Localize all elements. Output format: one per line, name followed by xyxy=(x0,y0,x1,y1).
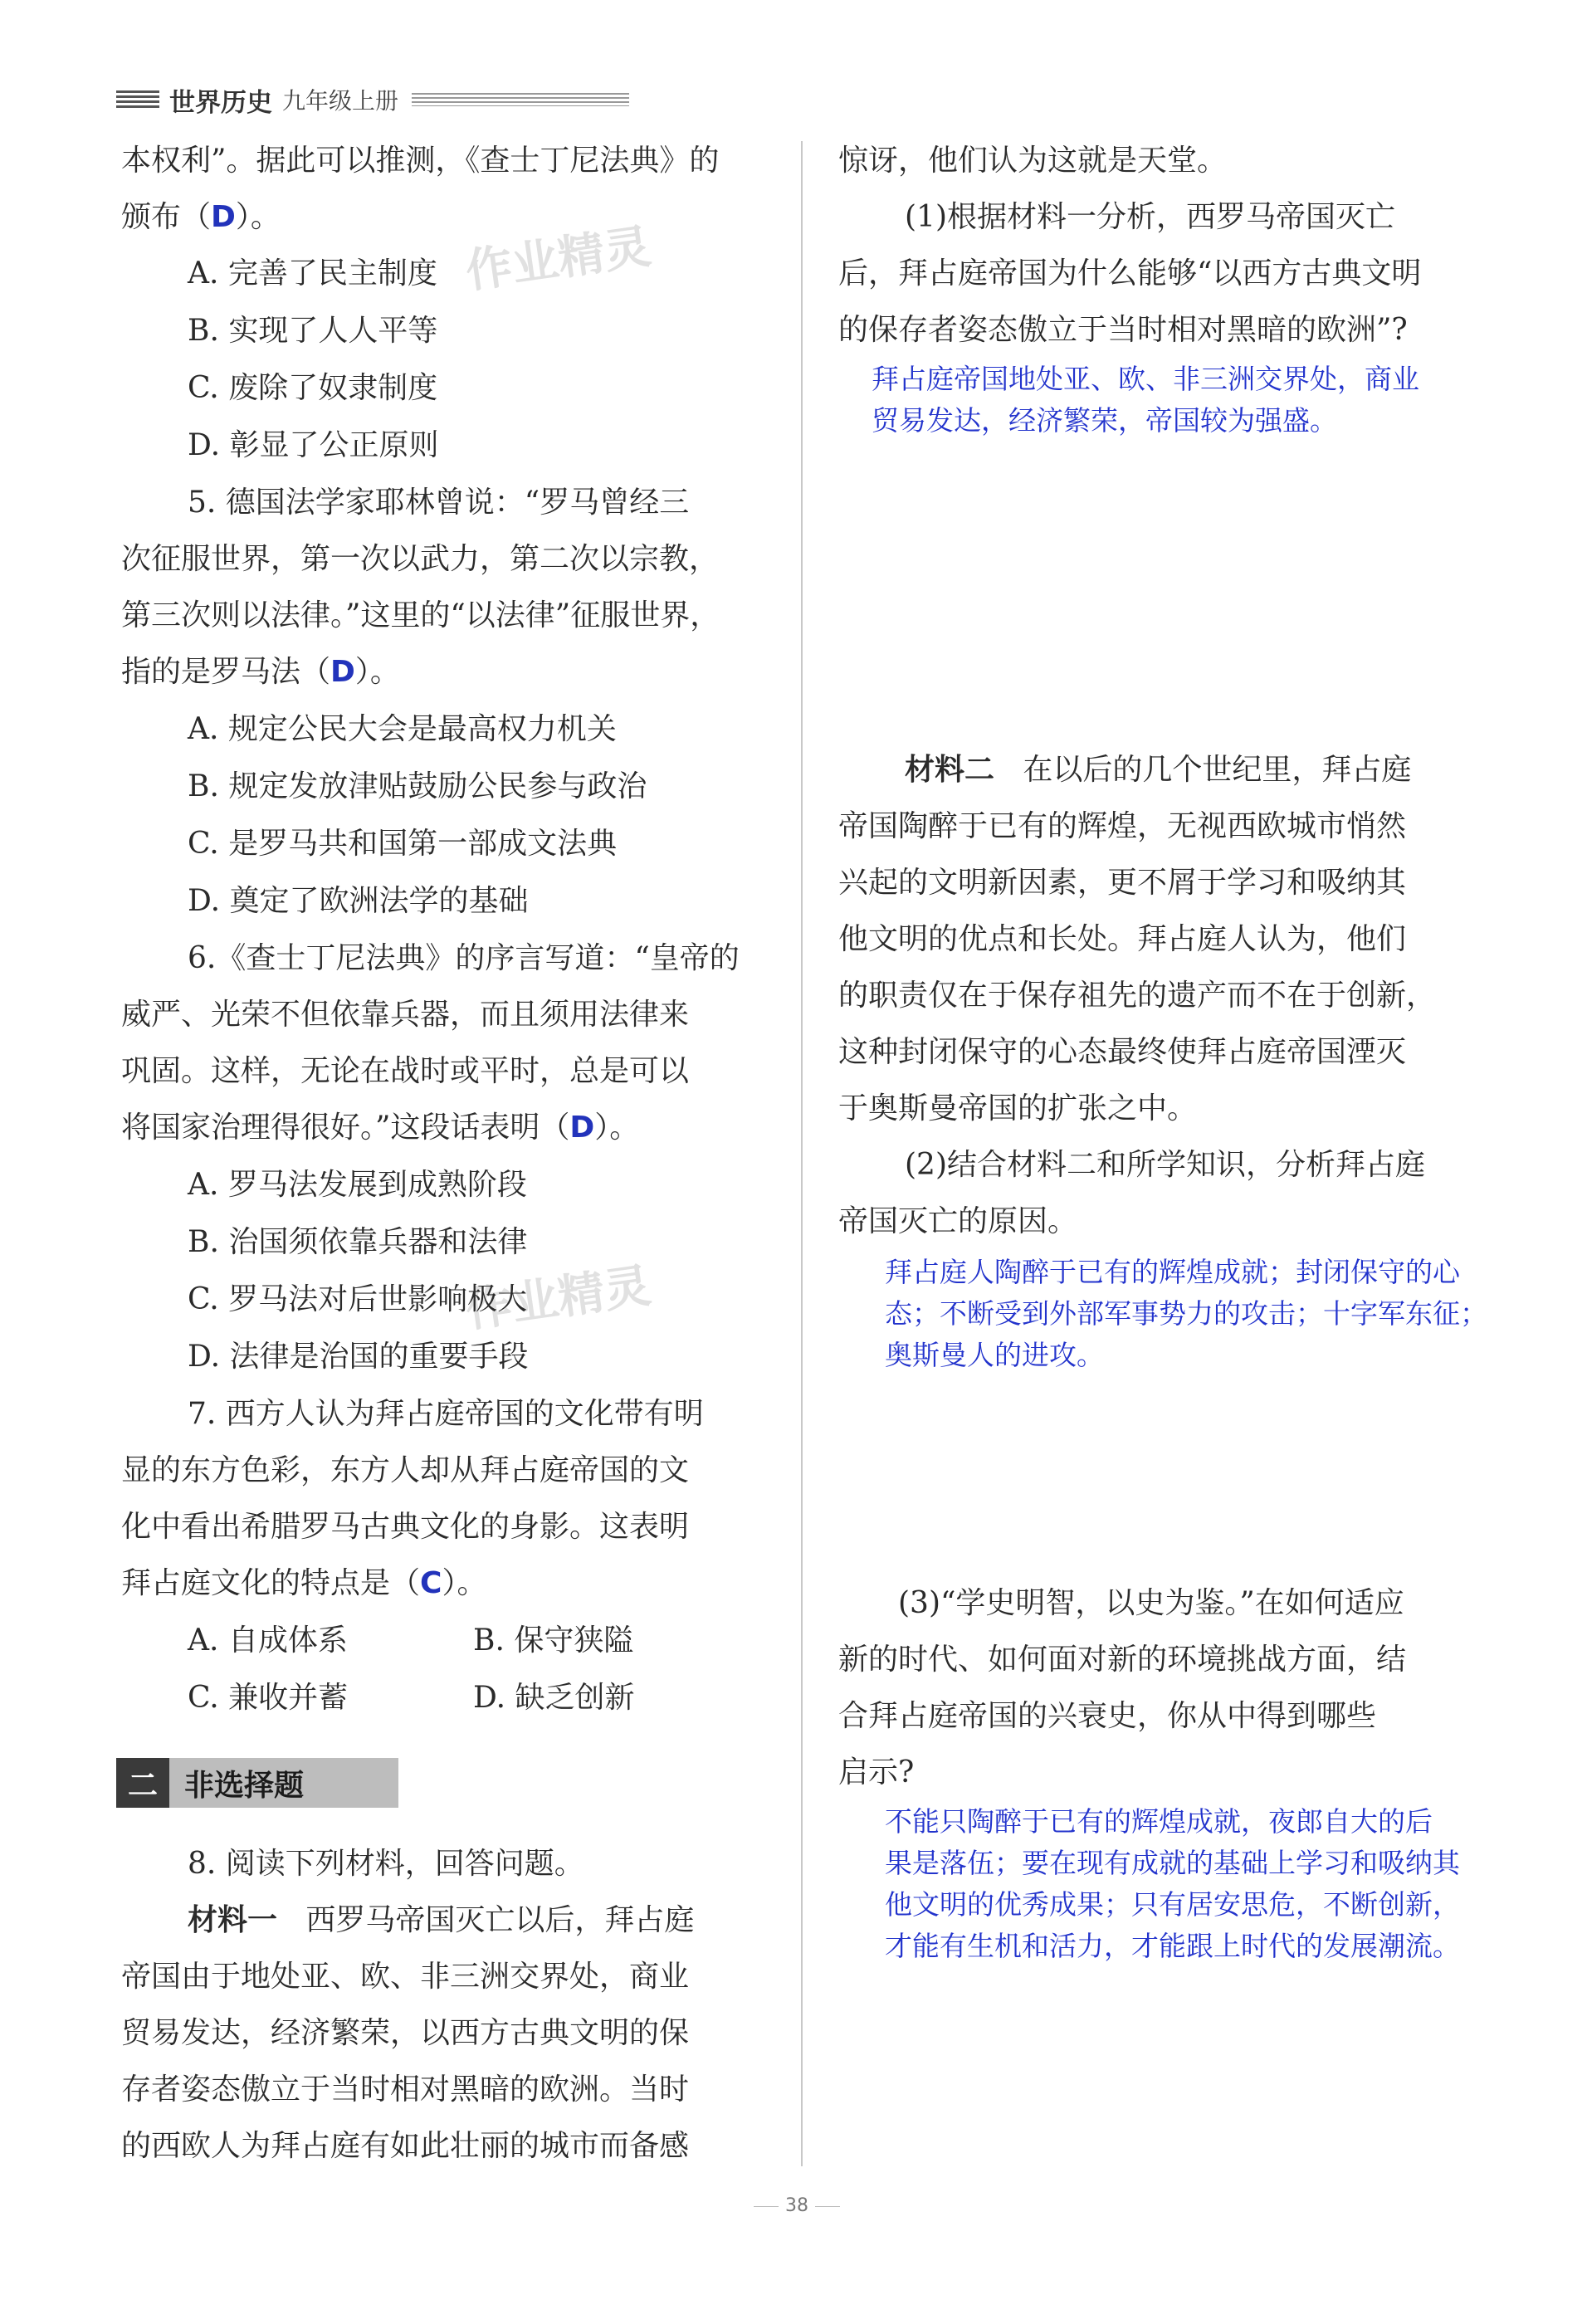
answer: D xyxy=(569,1111,595,1145)
option-b: B. 保守狭隘 xyxy=(473,1623,634,1658)
answer: D xyxy=(330,655,355,689)
text-line: 存者姿态傲立于当时相对黑暗的欧洲。当时 xyxy=(121,2073,690,2107)
text-line: 帝国由于地处亚、欧、非三洲交界处，商业 xyxy=(121,1960,690,1994)
material-label: 材料二 xyxy=(905,753,995,787)
text-line: 的职责仅在于保存祖先的遗产而不在于创新， xyxy=(838,979,1437,1013)
text-line: 的西欧人为拜占庭有如此壮丽的城市而备感 xyxy=(121,2129,690,2163)
question-7: 7. 西方人认为拜占庭帝国的文化带有明 xyxy=(188,1397,704,1431)
question-5: 5. 德国法学家耶林曾说：“罗马曾经三 xyxy=(188,486,690,520)
option-c: C. 废除了奴隶制度 xyxy=(188,371,438,405)
option-c: C. 兼收并蓄 xyxy=(188,1681,349,1715)
text-line: 兴起的文明新因素，更不屑于学习和吸纳其 xyxy=(838,866,1407,900)
book-title: 世界历史 xyxy=(169,87,272,118)
text-line: 的保存者姿态傲立于当时相对黑暗的欧洲”? xyxy=(838,313,1408,347)
text-line: 新的时代、如何面对新的环境挑战方面，结 xyxy=(838,1643,1407,1677)
text-line: 显的东方色彩，东方人却从拜占庭帝国的文 xyxy=(121,1453,690,1487)
page-number: 38 xyxy=(747,2195,847,2216)
answer-text: 贸易发达，经济繁荣，帝国较为强盛。 xyxy=(872,404,1337,437)
text-line: 第三次则以法律。”这里的“以法律”征服世界， xyxy=(121,598,720,632)
text-line: 拜占庭文化的特点是（C）。 xyxy=(121,1566,487,1600)
answer-text: 拜占庭人陶醉于已有的辉煌成就；封闭保守的心 xyxy=(885,1256,1460,1288)
page-header xyxy=(116,81,629,118)
text-line: 次征服世界，第一次以武力，第二次以宗教， xyxy=(121,542,720,576)
answer-text: 才能有生机和活力，才能跟上时代的发展潮流。 xyxy=(885,1930,1460,1962)
text-line: 他文明的优点和长处。拜占庭人认为，他们 xyxy=(838,922,1407,956)
option-a: A. 规定公民大会是最高权力机关 xyxy=(188,712,617,746)
watermark: 作业精灵 xyxy=(462,219,655,300)
option-d: D. 缺乏创新 xyxy=(473,1681,635,1715)
book-subtitle: 九年级上册 xyxy=(282,87,399,115)
option-a: A. 罗马法发展到成熟阶段 xyxy=(188,1168,527,1202)
answer: C xyxy=(420,1566,442,1600)
text-line: 颁布（D）。 xyxy=(121,200,281,234)
text-line: 后，拜占庭帝国为什么能够“以西方古典文明 xyxy=(838,256,1422,290)
option-b: B. 规定发放津贴鼓励公民参与政治 xyxy=(188,769,647,803)
answer-text: 态；不断受到外部军事势力的攻击；十字军东征； xyxy=(885,1297,1487,1330)
text-line: 巩固。这样，无论在战时或平时，总是可以 xyxy=(121,1054,690,1088)
section-number: 二 xyxy=(116,1758,169,1808)
material-label: 材料一 xyxy=(188,1903,278,1937)
section-title: 非选择题 xyxy=(169,1758,398,1808)
material-1: 材料一 西罗马帝国灭亡以后，拜占庭 xyxy=(188,1903,695,1937)
answer: D xyxy=(211,200,236,234)
text-line: 合拜占庭帝国的兴衰史，你从中得到哪些 xyxy=(838,1699,1377,1733)
answer-text: 他文明的优秀成果；只有居安思危，不断创新， xyxy=(885,1888,1460,1921)
subquestion-1: (1)根据材料一分析，西罗马帝国灭亡 xyxy=(905,200,1395,234)
section-heading xyxy=(116,1758,398,1808)
option-c: C. 罗马法对后世影响极大 xyxy=(188,1282,528,1316)
option-d: D. 彰显了公正原则 xyxy=(188,428,439,462)
option-b: B. 治国须依靠兵器和法律 xyxy=(188,1225,528,1259)
question-6: 6.《查士丁尼法典》的序言写道：“皇帝的 xyxy=(188,941,740,975)
option-a: A. 完善了民主制度 xyxy=(188,256,437,290)
text-line: 帝国灭亡的原因。 xyxy=(838,1204,1078,1238)
answer-text: 拜占庭帝国地处亚、欧、非三洲交界处，商业 xyxy=(872,363,1419,395)
header-rule xyxy=(412,93,629,106)
question-8: 8. 阅读下列材料，回答问题。 xyxy=(188,1847,584,1881)
column-divider xyxy=(801,141,803,2166)
option-b: B. 实现了人人平等 xyxy=(188,314,438,348)
text-line: 贸易发达，经济繁荣，以西方古典文明的保 xyxy=(121,2016,690,2050)
answer-text: 果是落伍；要在现有成就的基础上学习和吸纳其 xyxy=(885,1847,1460,1879)
subquestion-3: (3)“学史明智，以史为鉴。”在如何适应 xyxy=(898,1586,1404,1620)
material-2: 材料二 在以后的几个世纪里，拜占庭 xyxy=(905,753,1412,787)
text-line: 指的是罗马法（D）。 xyxy=(121,655,400,689)
text-line: 帝国陶醉于已有的辉煌，无视西欧城市悄然 xyxy=(838,809,1407,843)
text-line: 威严、光荣不但依靠兵器，而且须用法律来 xyxy=(121,998,690,1032)
text-line: 于奥斯曼帝国的扩张之中。 xyxy=(838,1091,1198,1125)
answer-text: 不能只陶醉于已有的辉煌成就，夜郎自大的后 xyxy=(885,1805,1433,1838)
text-line: 化中看出希腊罗马古典文化的身影。这表明 xyxy=(121,1510,690,1544)
text-line: 本权利”。据此可以推测，《查士丁尼法典》的 xyxy=(121,144,720,178)
text-line: 将国家治理得很好。”这段话表明（D）。 xyxy=(121,1111,640,1145)
header-decoration xyxy=(116,90,159,109)
answer-text: 奥斯曼人的进攻。 xyxy=(885,1339,1104,1371)
text-line: 这种封闭保守的心态最终使拜占庭帝国湮灭 xyxy=(838,1035,1407,1069)
option-a: A. 自成体系 xyxy=(188,1623,348,1658)
option-c: C. 是罗马共和国第一部成文法典 xyxy=(188,827,618,861)
text-line: 惊讶，他们认为这就是天堂。 xyxy=(838,144,1228,178)
option-d: D. 法律是治国的重要手段 xyxy=(188,1340,529,1374)
text-line: 启示? xyxy=(838,1755,915,1789)
watermark: 作业精灵 xyxy=(462,1258,655,1339)
option-d: D. 奠定了欧洲法学的基础 xyxy=(188,884,529,918)
subquestion-2: (2)结合材料二和所学知识，分析拜占庭 xyxy=(905,1148,1425,1182)
